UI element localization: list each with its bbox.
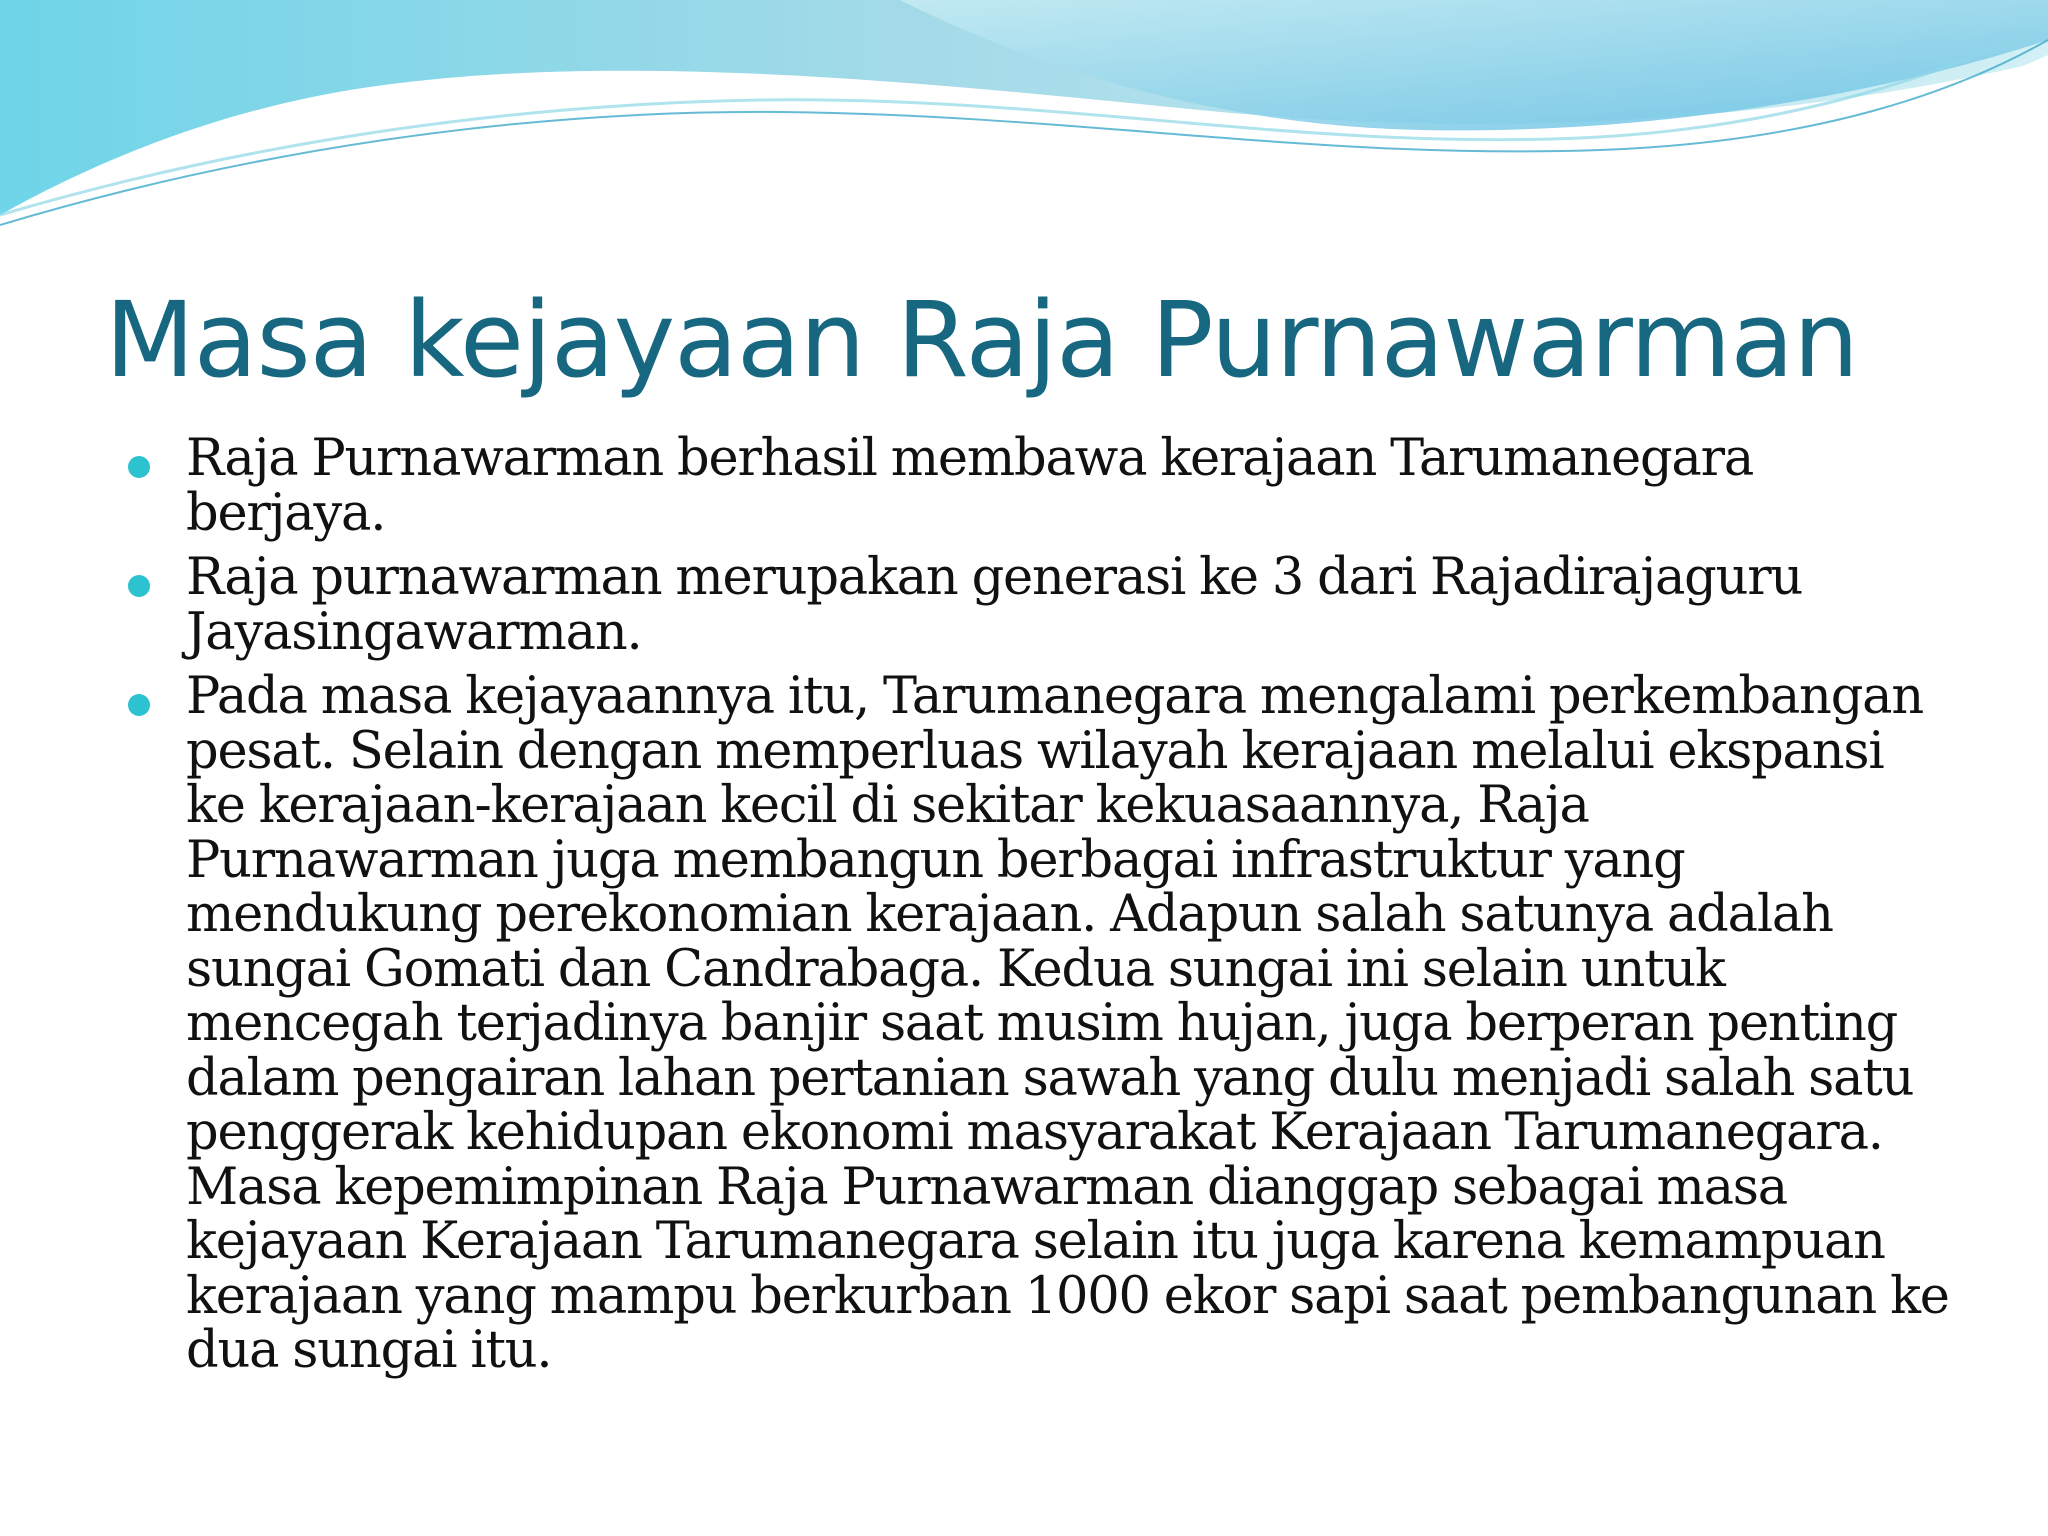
bullet-item [120, 429, 1950, 543]
bullet-item [120, 548, 1950, 662]
slide-title: Masa kejayaan Raja Purnawarman [105, 279, 1858, 401]
bullet-item [120, 667, 1950, 1380]
bullet-text: Pada masa kejayaannya itu, Tarumanegara mengalami perkembangan pesat. Selain dengan memperluas wilayah kerajaan melalui ekspansi ke kerajaan-kerajaan kecil di sekitar kekuasaannya, Raja Purnawarman juga membangun berbagai infrastruktur yang mendukung perekonomian kerajaan. Adapun salah satunya adalah sungai Gomati dan Candrabaga. Kedua sungai ini selain untuk mencegah terjadinya banjir saat musim hujan, juga berperan penting dalam pengairan lahan pertanian sawah yang dulu menjadi salah satu penggerak kehidupan ekonomi masyarakat Kerajaan Tarumanegara. Masa kepemimpinan Raja Purnawarman dianggap sebagai masa kejayaan Kerajaan Tarumanegara selain itu juga karena kemampuan kerajaan yang mampu berkurban 1000 ekor sapi saat pembangunan ke dua sungai itu. [186, 667, 1949, 1380]
bullet-text: Raja purnawarman merupakan generasi ke 3 dari Rajadirajaguru Jayasingawarman. [186, 548, 1803, 662]
bullet-text: Raja Purnawarman berhasil membawa kerajaan Tarumanegara berjaya. [186, 429, 1754, 543]
bullet-dot-icon [128, 456, 150, 478]
bullet-dot-icon [128, 575, 150, 597]
wave-header-decoration [0, 0, 2048, 260]
bullet-dot-icon [128, 694, 150, 716]
bullet-list [120, 429, 1950, 1389]
